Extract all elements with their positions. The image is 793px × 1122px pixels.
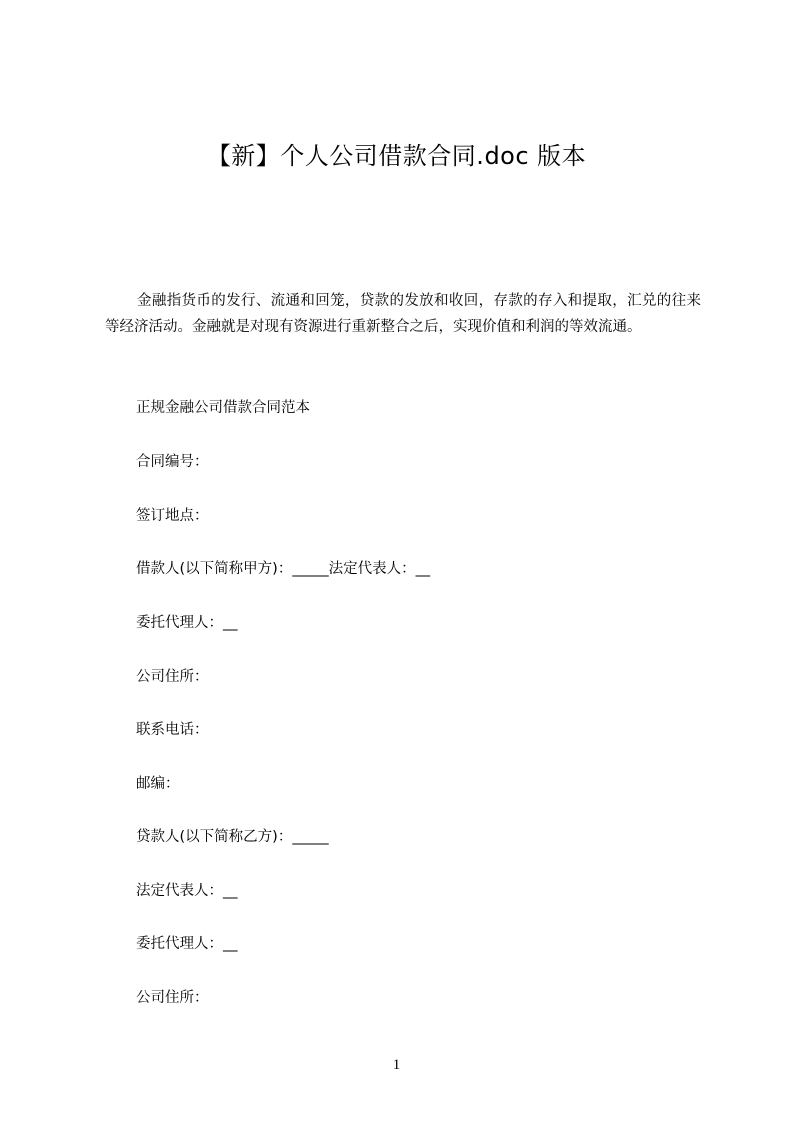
intro-paragraph: 金融指货币的发行、流通和回笼，贷款的发放和收回，存款的存入和提取，汇兑的往来等经济活动。金融就是对现有资源进行重新整合之后，实现价值和利润的等效流通。 [105, 293, 701, 335]
page-number: 1 [392, 1057, 401, 1073]
lender-field: 贷款人(以下简称乙方)：_____ [136, 829, 329, 845]
borrower-field: 借款人(以下简称甲方)：_____法定代表人：__ [136, 561, 431, 577]
lender-agent-field: 委托代理人：__ [136, 936, 238, 952]
borrower-postcode-field: 邮编： [136, 776, 180, 792]
document-title: 【新】个人公司借款合同.doc 版本 [206, 142, 587, 170]
borrower-phone-field: 联系电话： [136, 722, 209, 738]
lender-address-field: 公司住所： [136, 990, 209, 1006]
borrower-address-field: 公司住所： [136, 669, 209, 685]
signing-place-field: 签订地点： [136, 508, 209, 524]
contract-number-field: 合同编号： [136, 454, 209, 470]
borrower-agent-field: 委托代理人：__ [136, 615, 238, 631]
contract-heading: 正规金融公司借款合同范本 [136, 400, 310, 416]
lender-representative-field: 法定代表人：__ [136, 883, 238, 899]
